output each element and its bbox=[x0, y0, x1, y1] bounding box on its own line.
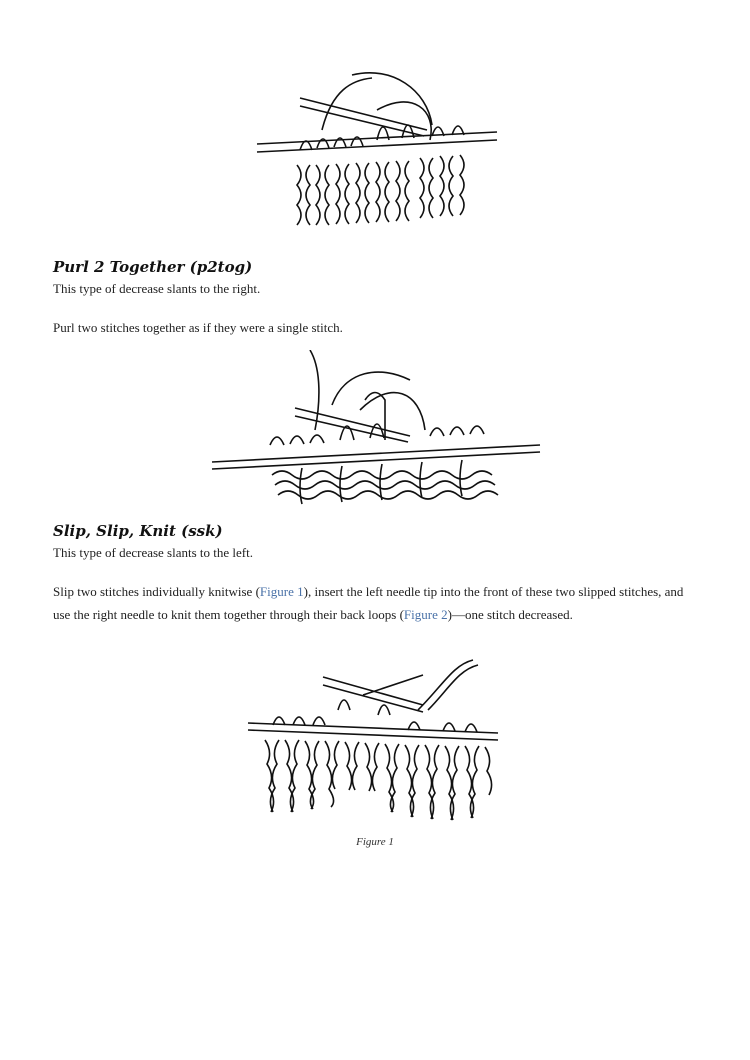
purl-illustration bbox=[210, 350, 545, 508]
p2tog-slant-text: This type of decrease slants to the right. bbox=[53, 281, 261, 296]
heading-p2tog: Purl 2 Together (p2tog) bbox=[53, 258, 253, 276]
ssk-body-a: Slip two stitches individually knitwise ( bbox=[53, 584, 260, 599]
heading-ssk: Slip, Slip, Knit (ssk) bbox=[53, 522, 223, 540]
ssk-figure-1-illustration bbox=[243, 655, 505, 825]
figure-1-link[interactable]: Figure 1 bbox=[259, 584, 304, 599]
ssk-instruction-text bbox=[53, 580, 693, 626]
figure-2-link[interactable]: Figure 2 bbox=[403, 607, 448, 622]
figure-caption: Figure 1 bbox=[356, 836, 394, 848]
knitting-illustration-top bbox=[252, 70, 502, 235]
p2tog-instruction-text: Purl two stitches together as if they were a single stitch. bbox=[53, 320, 343, 335]
ssk-body-c: )—one stitch decreased. bbox=[447, 607, 573, 622]
ssk-slant-text: This type of decrease slants to the left. bbox=[53, 545, 253, 560]
ssk-body-b: ), insert the left needle tip into the front of these two slipped stitches, and use the right needle to knit them together through their back loops ( bbox=[53, 584, 684, 622]
